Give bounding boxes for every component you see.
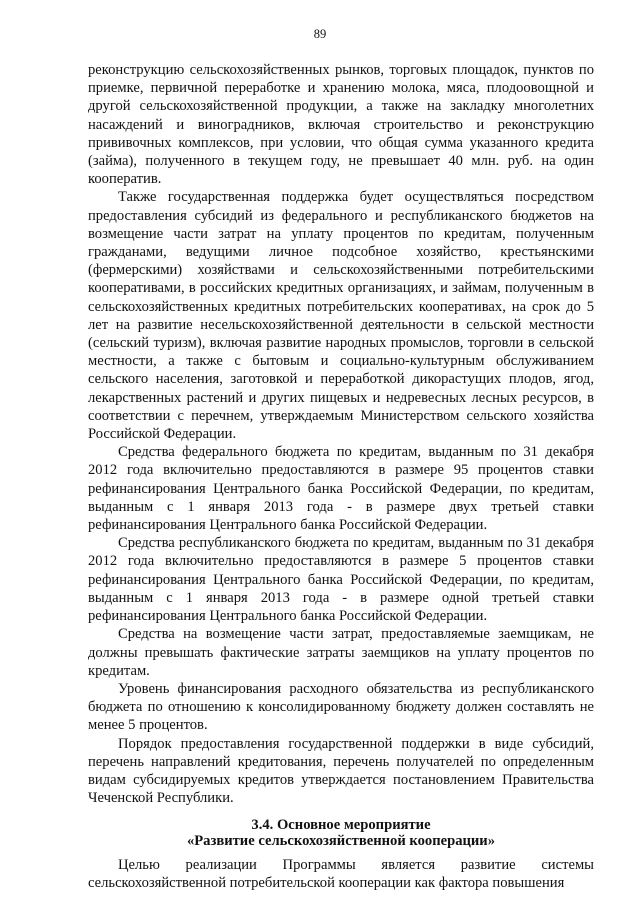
paragraph-republican-budget: Средства республиканского бюджета по кредитам, выданным по 31 декабря 2012 года включительно предоставляются в размере 5 процентов ставки рефинансирования Центрального банка Российской Федерации, по кредитам, выданным с 1 января 2013 года - в размере одной третьей ставки рефинансирования Центрального банка Российской Федерации. [88,535,594,625]
paragraph-federal-budget: Средства федерального бюджета по кредитам, выданным по 31 декабря 2012 года включительно предоставляются в размере 95 процентов ставки рефинансирования Центрального банка Российской Федерации, по кредитам, выданным с 1 января 2013 года - в размере двух третьей ставки рефинансирования Центрального банка Российской Федерации. [88,444,594,534]
paragraph-program-goal: Целью реализации Программы является развитие системы сельскохозяйственной потребительской кооперации как фактора повышения [88,856,594,891]
paragraph-cost-limits: Средства на возмещение части затрат, предоставляемые заемщикам, не должны превышать фактические затраты заемщиков на уплату процентов по кредитам. [88,626,594,679]
section-subtitle: «Развитие сельскохозяйственной кооперации» [186,832,496,849]
document-body [88,61,594,892]
paragraph-state-support: Также государственная поддержка будет осуществляться посредством предоставления субсидий из федерального и республиканского бюджетов на возмещение части затрат на уплату процентов по кредитам, полученным гражданами, ведущими личное подсобное хозяйство, крестьянскими (фермерскими) хозяйствами и сельскохозяйственными потребительскими кооперативами, в российских кредитных организациях, и займам, полученным в сельскохозяйственных кредитных потребительских кооперативах, на срок до 5 лет на развитие несельскохозяйственной деятельности в сельской местности (сельский туризм), включая развитие народных промыслов, торговли в сельской местности, а также с бытовым и социально-культурным обслуживанием сельского населения, заготовкой и переработкой дикорастущих плодов, ягод, лекарственных растений и других пищевых и недревесных лесных ресурсов, в соответствии с перечнем, утверждаемым Министерством сельского хозяйства Российской Федерации. [88,189,594,443]
paragraph-funding-level: Уровень финансирования расходного обязательства из республиканского бюджета по отношению к консолидированному бюджету должен составлять не менее 5 процентов. [88,680,594,734]
section-heading [88,818,594,849]
paragraph-continuation: реконструкцию сельскохозяйственных рынков, торговых площадок, пунктов по приемке, первичной переработке и хранению молока, мяса, плодоовощной и другой сельскохозяйственной продукции, а также на закладку многолетних насаждений и виноградников, включая строительство и реконструкцию прививочных комплексов, при условии, что общая сумма указанного кредита (займа), полученного в текущем году, не превышает 40 млн. руб. на один кооператив. [88,62,594,188]
paragraph-procedure: Порядок предоставления государственной поддержки в виде субсидий, перечень направлений кредитования, перечень получателей по определенным видам субсидируемых кредитов утверждается постановлением Правительства Чеченской Республики. [88,735,594,807]
page-number: 89 [313,27,327,41]
section-title: 3.4. Основное мероприятие [251,817,431,834]
